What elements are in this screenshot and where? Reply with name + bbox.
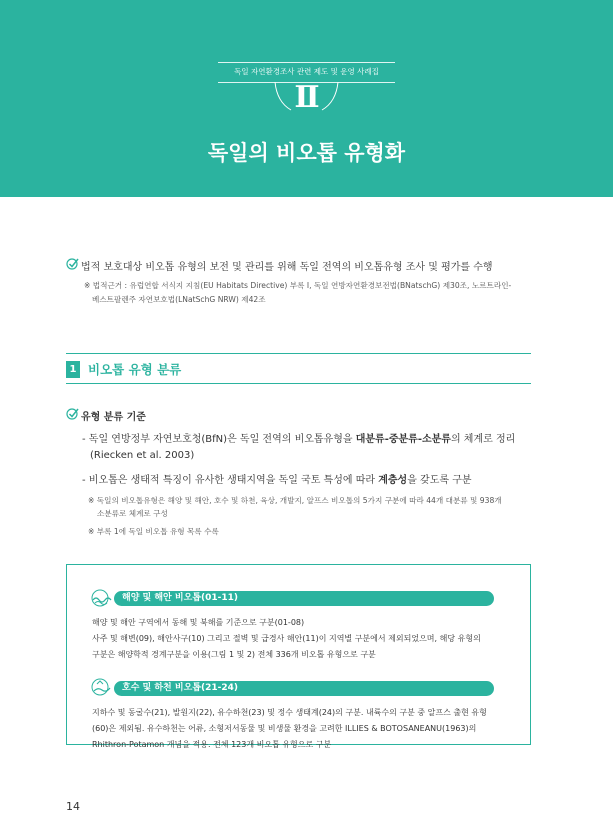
criteria-dash-2-pre: - 비오톱은 생태적 특징이 유사한 생태지역을 독일 국토 특성에 따라 xyxy=(82,475,379,486)
criteria-dash-2 xyxy=(82,471,472,486)
criteria-dash-1 xyxy=(82,430,515,445)
chapter-title: 독일의 비오톱 유형화 xyxy=(207,141,406,165)
lake-river-label: 호수 및 하천 비오톱(21-24) xyxy=(122,683,238,693)
chapter-numeral-wrap xyxy=(267,76,346,126)
marine-coastal-text-1: 해양 및 해안 구역에서 동해 및 북해를 기준으로 구분(01-08) xyxy=(92,618,305,627)
intro-bullet: 법적 보호대상 비오톱 유형의 보전 및 관리를 위해 독일 전역의 비오톱유형 조사 및 평가를 수행 xyxy=(81,262,493,273)
section-number: 1 xyxy=(66,361,80,378)
river-icon xyxy=(90,677,116,697)
chapter-numeral: Ⅱ xyxy=(294,80,319,115)
biotope-note: ※ 독일의 비오톱유형은 해양 및 해안, 호수 및 하천, 육상, 개발지, 알프스 비오톱의 5가지 구분에 따라 44개 대분류 및 938개 xyxy=(88,496,502,505)
biotope-note-cont: 소분류로 체계로 구성 xyxy=(97,509,168,518)
check-icon xyxy=(66,257,79,270)
criteria-dash-1-cont: (Riecken et al. 2003) xyxy=(90,450,195,461)
marine-coastal-label: 해양 및 해안 비오톱(01-11) xyxy=(122,593,238,603)
legal-basis-note-cont: 베스트팔렌주 자연보호법(LNatSchG NRW) 제42조 xyxy=(92,295,266,304)
lake-river-text-1: 지하수 및 동굴수(21), 발원지(22), 유수하천(23) 및 정수 생태계(24)의 구분. 내륙수의 구분 중 알프스 출현 유형 xyxy=(92,708,487,717)
section-rule-bottom xyxy=(66,383,531,384)
lake-river-pill xyxy=(114,681,494,696)
check-icon xyxy=(66,407,79,420)
criteria-dash-2-bold: 계층성 xyxy=(378,475,408,486)
marine-coastal-pill xyxy=(114,591,494,606)
criteria-heading: 유형 분류 기준 xyxy=(81,412,146,423)
marine-coastal-text-2: 사주 및 해변(09), 해안사구(10) 그리고 절벽 및 급경사 해안(11)이 지역별 구분에서 제외되었으며, 해당 유형의 xyxy=(92,634,481,643)
page-number: 14 xyxy=(66,800,80,813)
wave-icon xyxy=(90,588,116,608)
header-subtitle: 독일 자연환경조사 관련 제도 및 운영 사례집 xyxy=(234,67,379,76)
criteria-dash-2-post: 을 갖도록 구분 xyxy=(407,475,472,486)
criteria-dash-1-post: 의 체계로 정리 xyxy=(450,434,516,445)
criteria-dash-1-pre: - 독일 연방정부 자연보호청(BfN)은 독일 전역의 비오톱유형을 xyxy=(82,434,356,445)
marine-coastal-text-3: 구분은 해양학적 경계구분을 이용(그림 1 및 2) 전체 336개 비오톱 유형으로 구분 xyxy=(92,650,376,659)
section-title: 비오톱 유형 분류 xyxy=(88,362,182,377)
header-rule xyxy=(218,62,395,63)
criteria-dash-1-bold: 대분류-중분류-소분류 xyxy=(355,434,451,445)
lake-river-text-2: (60)은 제외됨. 유수하천는 어류, 소형저서동물 및 비생물 환경을 고려한 ILLIES & BOTOSANEANU(1963)의 xyxy=(92,724,477,733)
legal-basis-note: ※ 법적근거 : 유럽연합 서식지 지침(EU Habitats Directive) 부록 I, 독일 연방자연환경보전법(BNatschG) 제30조, 노르트라인- xyxy=(84,281,512,290)
chapter-header xyxy=(0,0,613,197)
section-rule-top xyxy=(66,353,531,354)
lake-river-text-3: Rhithron-Potamon 개념을 적용. 전체 123개 비오톱 유형으로 구분 xyxy=(92,740,332,749)
appendix-note: ※ 부록 1에 독일 비오톱 유형 목록 수록 xyxy=(88,527,219,536)
